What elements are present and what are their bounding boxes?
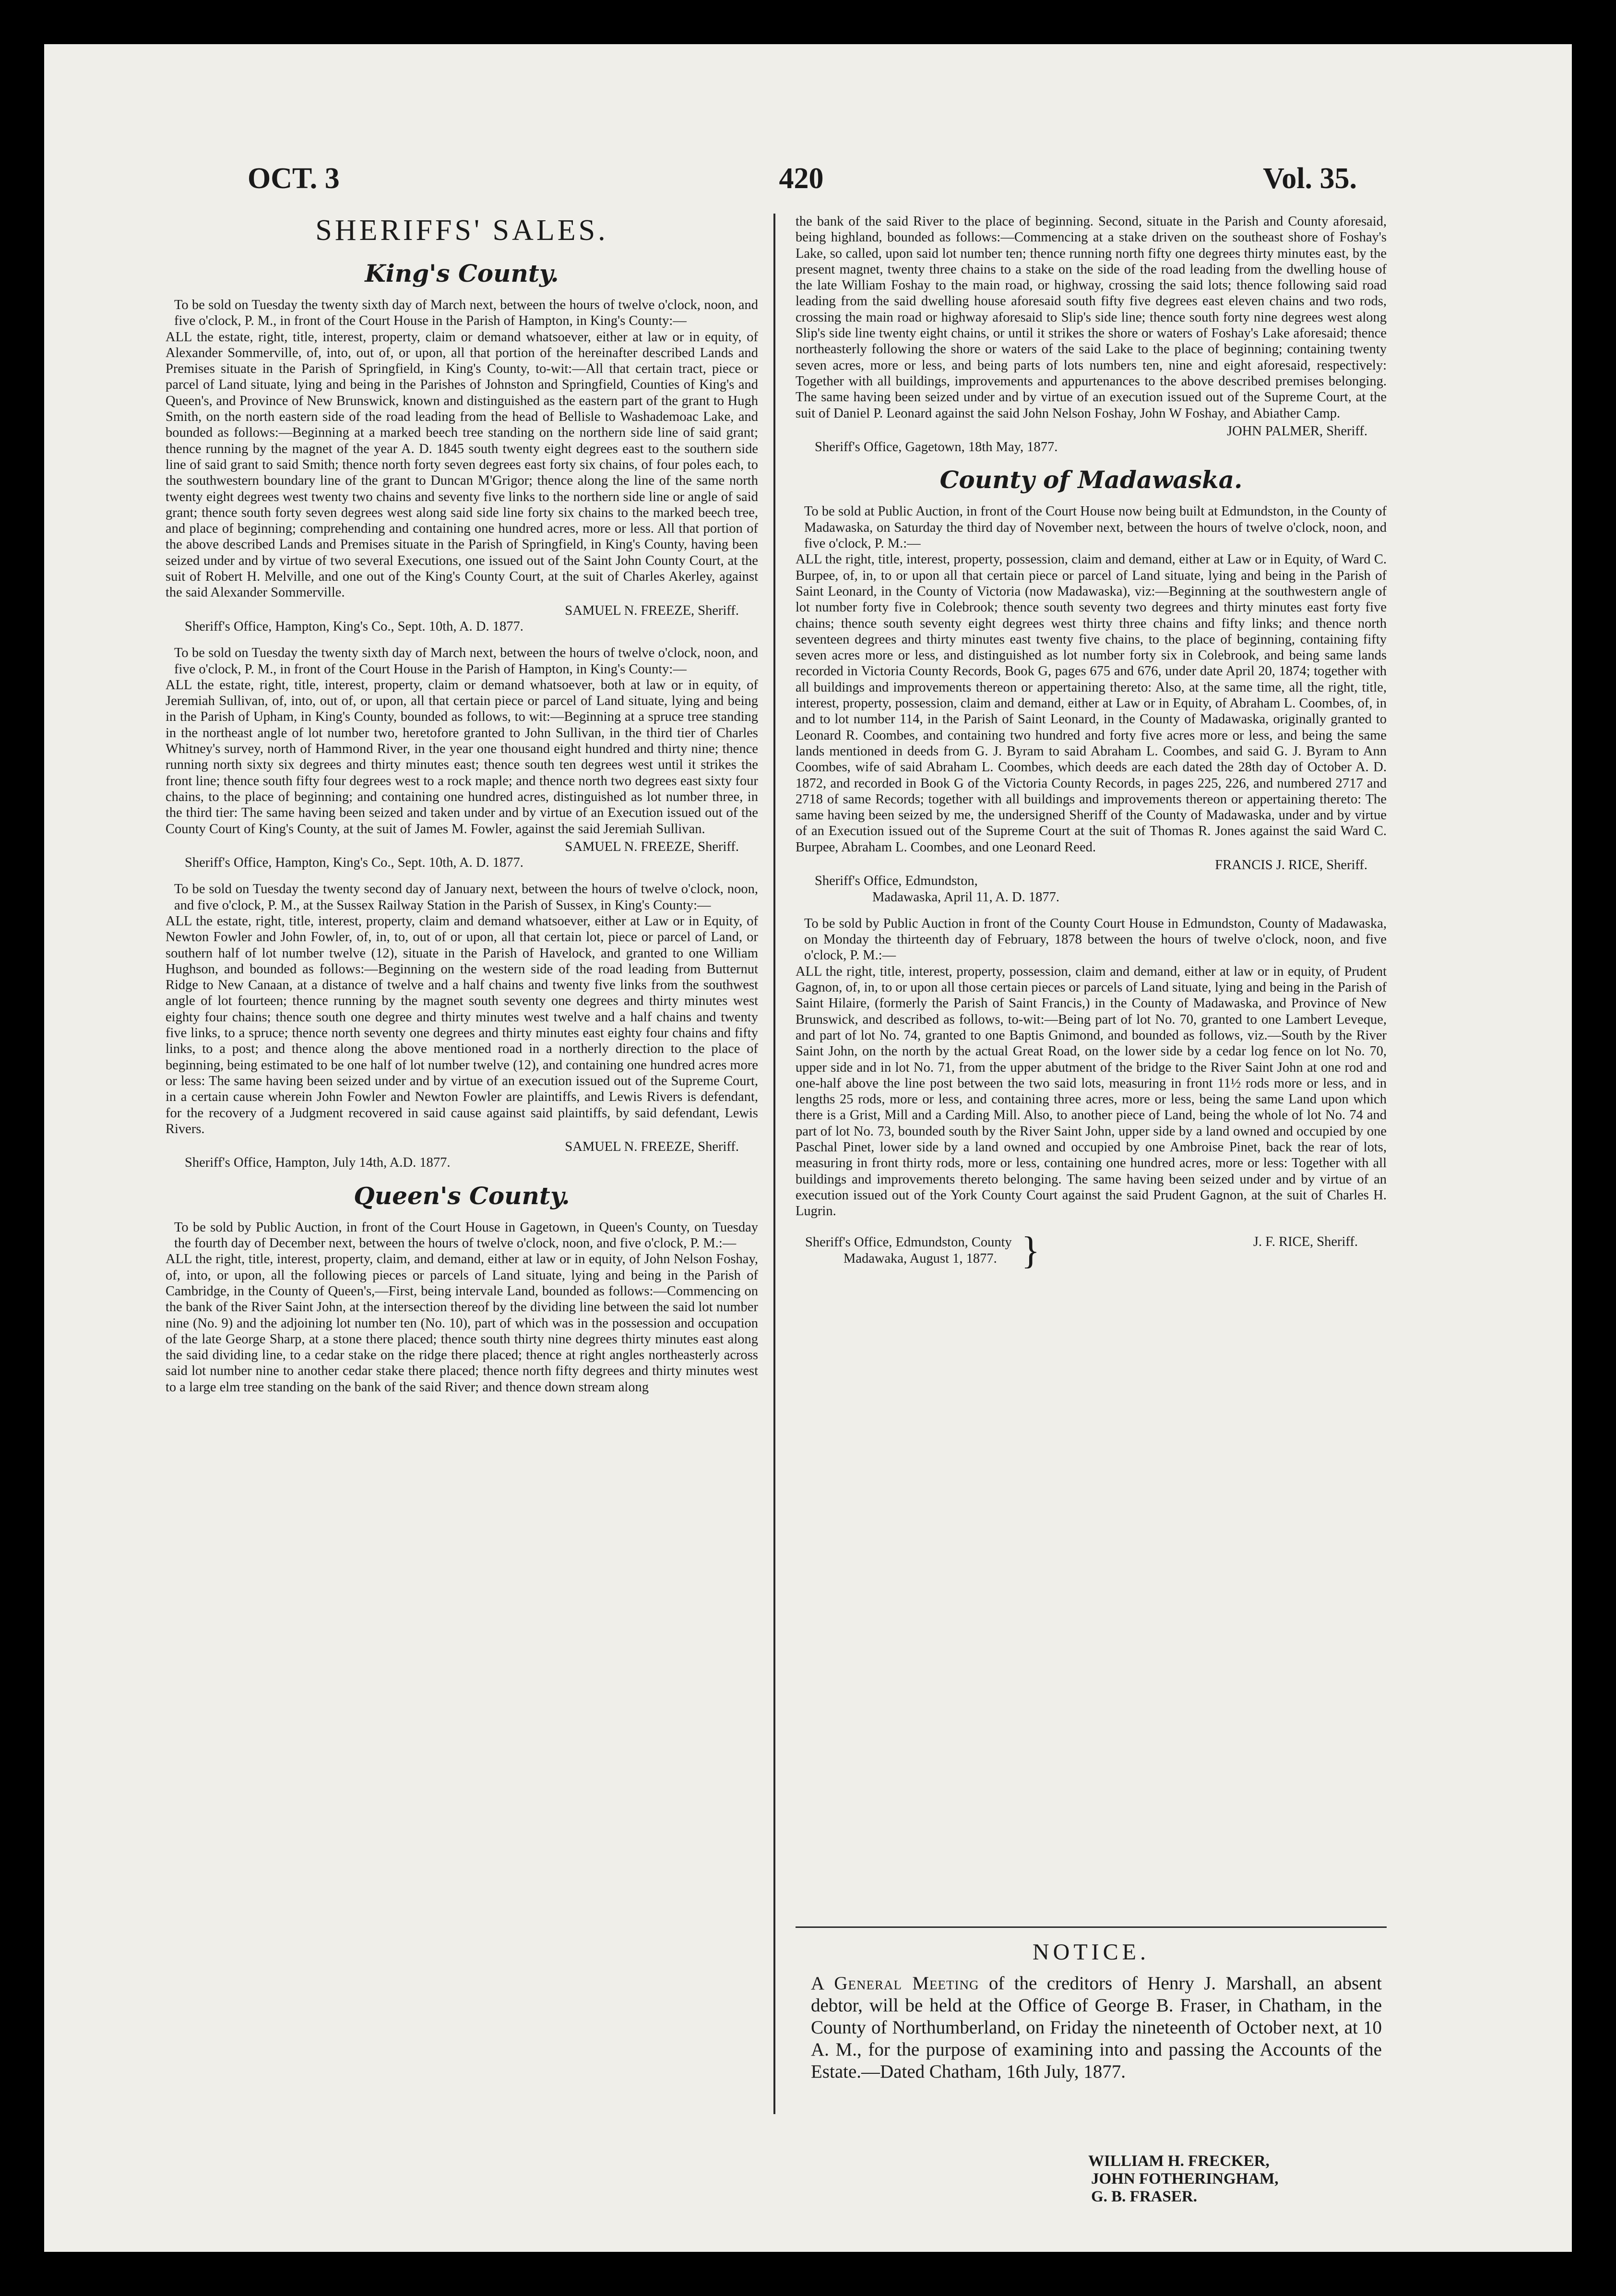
- right-column: [796, 214, 1387, 2066]
- sale-notice: [166, 1220, 758, 1395]
- county-heading-madawaska: County of Madawaska.: [939, 466, 1243, 494]
- sale-notice: [796, 503, 1387, 905]
- meeting-text: of the creditors of Henry J. Marshall, an absent debtor, will be held at the Office of George B. Fraser, in Chatham, in the County of Northumberland, on Friday the nineteenth of October next, at 10 A. M., for the purpose of examining into and passing the Accounts of the Estate.—Dated Chatham, 16th July, 1877.: [811, 1973, 1382, 2082]
- sheriff-signature: SAMUEL N. FREEZE, Sheriff.: [565, 603, 739, 618]
- sale-lead: To be sold on Tuesday the twenty sixth day of March next, between the hours of twelve o'clock, noon, and five o'clock, P. M., in front of the Court House in the Parish of Hampton, in King's County:—: [174, 646, 758, 677]
- notice-title: NOTICE.: [1033, 1939, 1150, 1965]
- signer-name: WILLIAM H. FRECKER,: [1088, 2152, 1270, 2170]
- sheriff-office: [796, 873, 1387, 905]
- signer-name: JOHN FOTHERINGHAM,: [1091, 2170, 1279, 2188]
- sheriff-office: Sheriff's Office, Hampton, King's Co., Sept. 10th, A. D. 1877.: [185, 619, 523, 634]
- left-column: [166, 214, 758, 2124]
- volume-number: Vol. 35.: [1263, 162, 1357, 195]
- notice-divider: [796, 1926, 1387, 1928]
- notice-signers: [1088, 2152, 1279, 2206]
- county-heading-kings: King's County.: [365, 259, 559, 287]
- sheriff-office: Sheriff's Office, Gagetown, 18th May, 1877.: [815, 440, 1058, 455]
- sale-body: ALL the estate, right, title, interest, property, claim or demand whatsoever, both at law or in equity, of Jeremiah Sullivan, of, into, out of, or upon, all that certain piece or parcel of Land situate, lying and being in the Parish of Upham, in King's County, bounded as follows, to wit:—Beginning at a spruce tree standing in the northeast angle of lot number two, heretofore granted to John Sullivan, in the third tier of Charles Whitney's survey, north of Hammond River, in the year one thousand eight hundred and thirty nine; thence running north sixty six degrees and thirty minutes east; thence south ten degrees west until it strikes the front line; thence south fifty four degrees west to a rock maple; and thence north two degrees east sixty four chains, to the place of beginning; and containing one hundred acres, distinguished as lot number three, in the third tier: The same having been seized and taken under and by virtue of an Execution issued out of the County Court of King's County, at the suit of James M. Fowler, against the said Jeremiah Sullivan.: [166, 677, 758, 837]
- sheriff-office-block: [796, 1229, 1387, 1272]
- sale-body: the bank of the said River to the place of beginning. Second, situate in the Parish and County aforesaid, being highland, bounded as follows:—Commencing at a stake driven on the southeast shore of Foshay's Lake, so called, upon said lot number ten; thence running north fifty one degrees thirty minutes east, by the present magnet, twenty three chains to a stake on the side of the road leading from the dwelling house of the late William Foshay to the main road, or highway, crossing the said lots; thence following said road leading from the said dwelling house aforesaid south fifty five degrees east eleven chains and two rods, crossing the main road or highway aforesaid to Slip's side line; thence south forty nine degrees west along Slip's side line twenty eight chains, or until it strikes the shore or waters of Foshay's Lake aforesaid; thence northeasterly following the shore or waters of the said Lake to the place of beginning; containing twenty seven acres, more or less, and being parts of lots numbers ten, nine and eight aforesaid, respectively: Together with all buildings, improvements and appurtenances to the above described premises belonging. The same having been seized under and by virtue of an execution issued out of the Supreme Court, at the suit of Daniel P. Leonard against the said John Nelson Foshay, John W Foshay, and Abiather Camp.: [796, 214, 1387, 421]
- sale-body: ALL the right, title, interest, property, claim, and demand, either at law or in equity, of John Nelson Foshay, of, into, or upon, all the following pieces or parcels of Land situate, lying and being in the Parish of Cambridge, in the County of Queen's,—First, being intervale Land, bounded as follows:—Commencing on the bank of the River Saint John, at the intersection thereof by the dividing line between the said lot number nine (No. 9) and the adjoining lot number ten (No. 10), part of which was in the possession and occupation of the late George Sharp, at a stone there placed; thence south thirty nine degrees thirty minutes east along the said dividing line, to a cedar stake on the ridge there placed; thence at right angles northeasterly across said lot number nine to another cedar stake there placed; thence north fifty degrees and thirty minutes west to a large elm tree standing on the bank of the said River; and thence down stream along: [166, 1252, 758, 1395]
- sheriff-signature: JOHN PALMER, Sheriff.: [1227, 423, 1367, 439]
- section-title: SHERIFFS' SALES.: [315, 214, 608, 247]
- sheriff-signature: FRANCIS J. RICE, Sheriff.: [1215, 857, 1367, 873]
- sheriff-office: Sheriff's Office, Hampton, King's Co., Sept. 10th, A. D. 1877.: [185, 855, 523, 871]
- meeting-notice: [811, 1973, 1382, 2083]
- page-number: 420: [779, 162, 824, 195]
- sale-notice: [166, 881, 758, 1171]
- sale-notice: [166, 297, 758, 634]
- signer-name: G. B. FRASER.: [1091, 2188, 1197, 2205]
- sheriff-signature: J. F. RICE, Sheriff.: [1253, 1234, 1358, 1249]
- sale-lead: To be sold on Tuesday the twenty sixth day of March next, between the hours of twelve o'clock, noon, and five o'clock, P. M., in front of the Court House in the Parish of Hampton, in King's County:—: [174, 298, 758, 329]
- office-line-2: Madawaska, April 11, A. D. 1877.: [872, 889, 1059, 905]
- sale-body: ALL the right, title, interest, property, possession, claim and demand, either at Law or in Equity, of Ward C. Burpee, of, in, to or upon all that certain piece or parcel of Land situate, lying and being in the Parish of Saint Leonard, in the County of Victoria (now Madawaska), viz:—Beginning at the southwestern angle of lot number forty five in Colebrook; thence south seventy two degrees and thirty minutes east forty five chains; thence south seventy eight degrees west thirty three chains and fifty links; and thence north seventeen degrees and thirty minutes east twenty five chains, to the place of beginning, containing fifty seven acres more or less, and distinguished as lot number forty six in Colebrook, and being same lands recorded in Victoria County Records, Book G, pages 675 and 676, under date April 20, 1874; together with all buildings and improvements thereon or appertaining thereto: Also, at the same time, all the right, title, interest, property, possession, claim and demand, either at Law or in Equity, of Abraham L. Coombes, of, in and to lot number 114, in the Parish of Saint Leonard, in the County of Madawaska, originally granted to Leonard R. Coombes, and containing two hundred and forty five acres more or less, and being the same lands mentioned in deeds from G. J. Byram to said Abraham L. Coombes, and said G. J. Byram to Ann Coombes, wife of said Abraham L. Coombes, which deeds are each dated the 28th day of October A. D. 1872, and recorded in Book G of the Victoria County Records, in pages 225, 226, and numbered 2717 and 2718 of same Records; together with all buildings and improvements thereon or appertaining thereto: The same having been seized by me, the undersigned Sheriff of the County of Madawaska, under and by virtue of an Execution issued out of the Supreme Court at the suit of Thomas R. Jones against the said Ward C. Burpee, Abraham L. Coombes, and one Leonard Reed.: [796, 552, 1387, 855]
- sheriff-signature: SAMUEL N. FREEZE, Sheriff.: [565, 839, 739, 854]
- county-heading-queens: Queen's County.: [354, 1181, 570, 1210]
- sale-lead: To be sold at Public Auction, in front of the Court House now being built at Edmundston, in the County of Madawaska, on Saturday the third day of November next, between the hours of twelve o'clock, noon, and five o'clock, P. M.:—: [804, 504, 1387, 551]
- sale-notice: [796, 916, 1387, 1272]
- page-header: [248, 162, 1357, 215]
- column-divider: [773, 214, 775, 2114]
- sheriff-signature: SAMUEL N. FREEZE, Sheriff.: [565, 1139, 739, 1155]
- sale-lead: To be sold on Tuesday the twenty second day of January next, between the hours of twelve o'clock, noon, and five o'clock, P. M., at the Sussex Railway Station in the Parish of Sussex, in King's County:—: [174, 882, 758, 913]
- sale-notice: [166, 645, 758, 871]
- issue-date: OCT. 3: [248, 162, 340, 195]
- sale-body: ALL the right, title, interest, property, possession, claim and demand, either at law or in equity, of Prudent Gagnon, of, in, to or upon all those certain pieces or parcels of Land situate, lying and being in the Parish of Saint Hilaire, (formerly the Parish of Saint Francis,) in the County of Madawaska, and Province of New Brunswick, and described as follows, to-wit:—Being part of lot No. 70, granted to one Lambert Leveque, and part of lot No. 74, granted to one Baptis Gnimond, and bounded as follows, viz.—South by the River Saint John, on the north by the actual Great Road, on the lower side by a cedar log fence on lot No. 70, upper side and in lot No. 71, from the upper abutment of the bridge to the River Saint John at one rod and one-half above the line post between the two said lots, measuring in front 11½ rods more or less, and in lengths 25 rods, more or less, and containing three acres, more or less, being the same Land upon which there is a Grist, Mill and a Carding Mill. Also, to another piece of Land, being the whole of lot No. 74 and part of lot No. 73, bounded south by the River Saint John, upper side by a land owned and occupied by one Paschal Pinet, lower side by a land owned and occupied by one Ambroise Pinet, back the rear of lots, measuring in front thirty rods, more or less, containing one hundred acres, more or less: Together with all buildings and improvements thereto belonging. The same having been seized under and by virtue of an execution issued out of the York County Court against the said Prudent Gagnon, at the suit of Charles H. Lugrin.: [796, 964, 1387, 1219]
- office-line-1: Sheriff's Office, Edmundston,: [815, 873, 978, 889]
- sale-notice-continued: [796, 214, 1387, 455]
- office-line-2: Madawaka, August 1, 1877.: [844, 1251, 997, 1266]
- sheriff-office: Sheriff's Office, Hampton, July 14th, A.D. 1877.: [185, 1155, 451, 1171]
- brace-glyph: }: [1021, 1229, 1040, 1272]
- meeting-lead-smallcaps: A General Meeting: [811, 1973, 979, 1994]
- office-line-1: Sheriff's Office, Edmundston, County: [805, 1235, 1012, 1250]
- sale-body: ALL the estate, right, title, interest, property, claim or demand whatsoever, either at law or in equity, of Alexander Sommerville, of, into, out of, or upon, all that portion of the hereinafter described Lands and Premises situate in the Parish of Springfield, in King's County, to-wit:—All that certain tract, piece or parcel of Land situate, lying and being in the Parishes of Johnston and Springfield, Counties of King's and Queen's, and Province of New Brunswick, known and distinguished as the eastern part of the grant to Hugh Smith, on the north eastern side of the road leading from the head of Bellisle to Washademoac Lake, and bounded as follows:—Beginning at a marked beech tree standing on the northern side line of said grant; thence running by the magnet of the year A. D. 1845 south twenty eight degrees east to the southern side line of said grant to said Smith; thence north forty seven degrees east forty six chains, of four poles each, to the southwestern boundary line of the grant to Duncan M'Grigor; thence along the line of the same north twenty eight degrees west twenty two chains and seventy five links to the northern side line or angle of said grant; thence south forty seven degrees west along said side line forty six chains to the marked beech tree, and place of beginning; comprehending and containing one hundred acres, more or less. All that portion of the above described Lands and Premises situate in the Parish of Springfield, in King's County, having been seized under and by virtue of two several Executions, one issued out of the Saint John County Court, at the suit of Robert H. Melville, and one out of the King's County Court, at the suit of Charles Akerley, against the said Alexander Sommerville.: [166, 329, 758, 600]
- sale-lead: To be sold by Public Auction in front of the County Court House in Edmundston, County of Madawaska, on Monday the thirteenth day of February, 1878 between the hours of twelve o'clock, noon, and five o'clock, P. M.:—: [804, 916, 1387, 963]
- sale-lead: To be sold by Public Auction, in front of the Court House in Gagetown, in Queen's County, on Tuesday the fourth day of December next, between the hours of twelve o'clock, noon, and five o'clock, P. M.:—: [174, 1220, 758, 1251]
- sale-body: ALL the estate, right, title, interest, property, claim and demand whatsoever, either at Law or in Equity, of Newton Fowler and John Fowler, of, in, to, out of or upon, all that certain lot, piece or parcel of Land, or southern half of lot number twelve (12), situate in the Parish of Havelock, and granted to one William Hughson, and bounded as follows:—Beginning on the western side of the road leading from Butternut Ridge to New Canaan, at a distance of twelve and a half chains and twenty five links from the southwest angle of lot fourteen; thence running by the magnet south seventy one degrees and thirty minutes west eighty four chains; thence south one degree and thirty minutes west twelve and a half chains and twenty five links, to a spruce; thence north seventy one degrees and thirty minutes east eighty four chains and fifty links, to a post; and thence along the above mentioned road in a northerly direction to the place of beginning, being estimated to be one half of lot number twelve (12), and containing one hundred acres more or less: The same having been seized under and by virtue of an execution issued out of the Supreme Court, in a certain cause wherein John Fowler and Newton Fowler are plaintiffs, and Lewis Rivers is defendant, for the recovery of a Judgment recovered in said cause against said plaintiffs, by said defendant, Lewis Rivers.: [166, 913, 758, 1136]
